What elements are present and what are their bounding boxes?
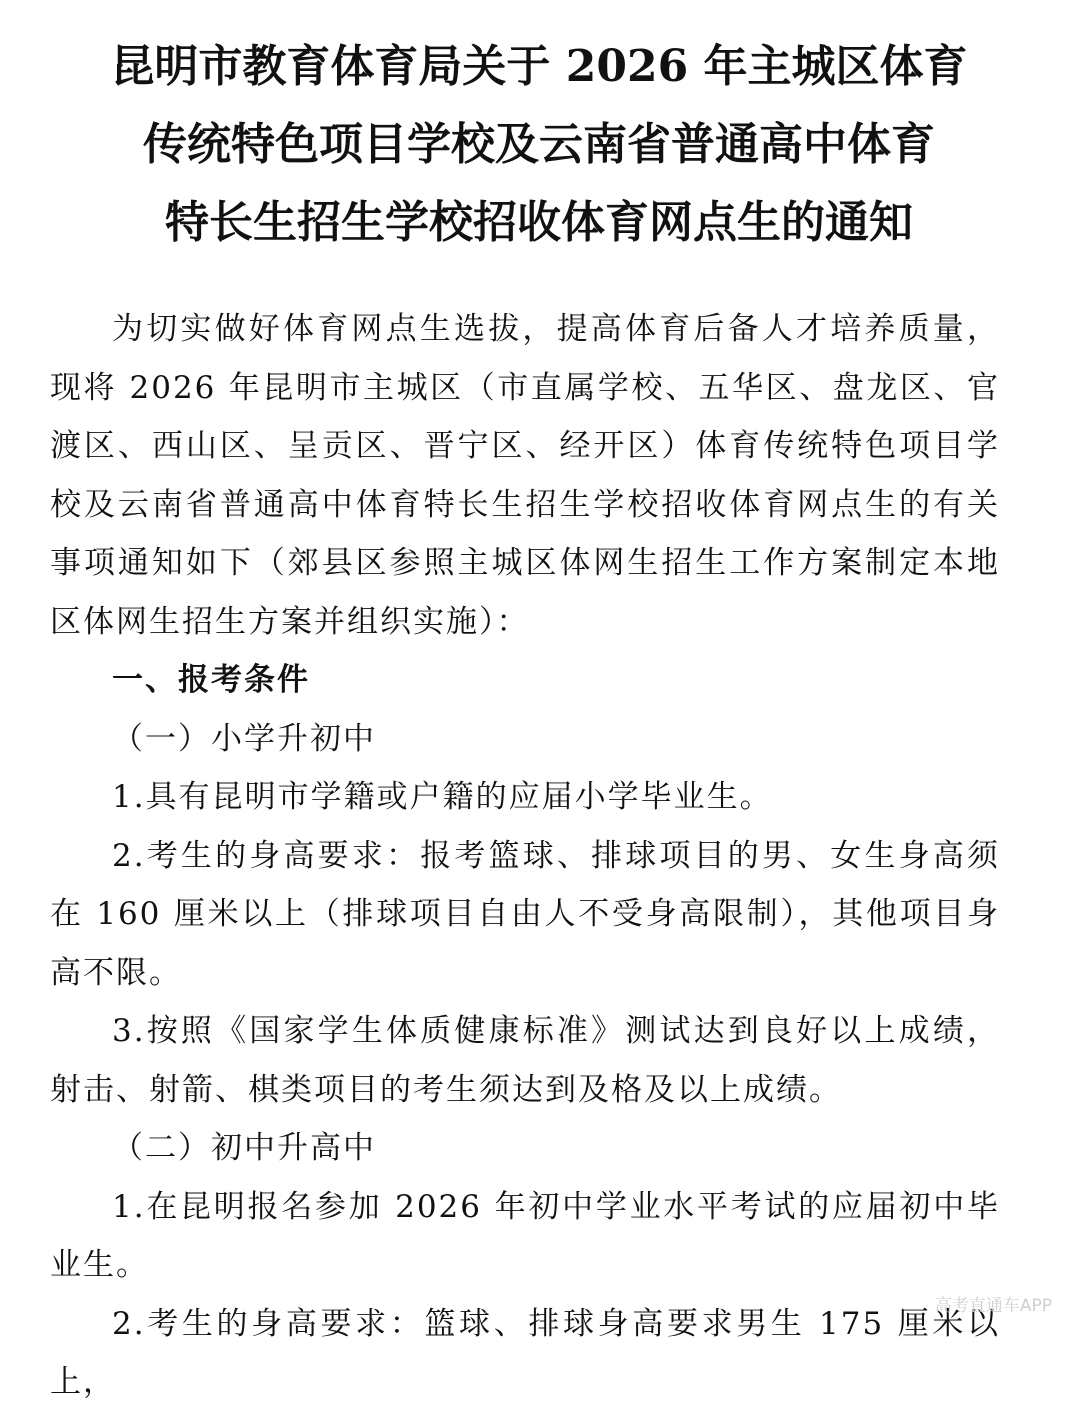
requirement-item: 1.具有昆明市学籍或户籍的应届小学毕业生。	[112, 779, 773, 815]
subsection-heading-junior-to-senior: （二）初中升高中	[112, 1130, 376, 1166]
title-line-1: 昆明市教育体育局关于 2026 年主城区体育	[110, 41, 968, 92]
requirement-item: 1.在昆明报名参加 2026 年初中学业水平考试的应届初中毕业生。	[50, 1188, 1000, 1283]
requirement-item: 2.考生的身高要求：报考篮球、排球项目的男、女生身高须在 160 厘米以上（排球项目自由人不受身高限制），其他项目身高不限。	[50, 837, 1000, 991]
document-body	[50, 300, 1000, 1412]
requirement-item: 3.按照《国家学生体质健康标准》测试达到良好以上成绩，射击、射箭、棋类项目的考生须达到及格及以上成绩。	[50, 1013, 1000, 1108]
title-line-3: 特长生招生学校招收体育网点生的通知	[165, 197, 913, 248]
document-title	[0, 28, 1078, 262]
watermark-text: 高考直通车APP	[934, 1296, 1052, 1316]
subsection-heading-primary-to-junior: （一）小学升初中	[112, 720, 376, 757]
intro-paragraph: 为切实做好体育网点生选拔，提高体育后备人才培养质量，现将 2026 年昆明市主城区（市直属学校、五华区、盘龙区、官渡区、西山区、呈贡区、晋宁区、经开区）体育传统特色项目学校及云南省普通高中体育特长生招生学校招收体育网点生的有关事项通知如下（郊县区参照主城区体网生招生工作方案制定本地区体网生招生方案并组织实施）：	[50, 311, 1000, 640]
title-line-2: 传统特色项目学校及云南省普通高中体育	[143, 119, 935, 170]
requirement-item: 2.考生的身高要求：篮球、排球身高要求男生 175 厘米以上，	[50, 1305, 1000, 1400]
section-heading-requirements: 一、报考条件	[112, 662, 310, 698]
